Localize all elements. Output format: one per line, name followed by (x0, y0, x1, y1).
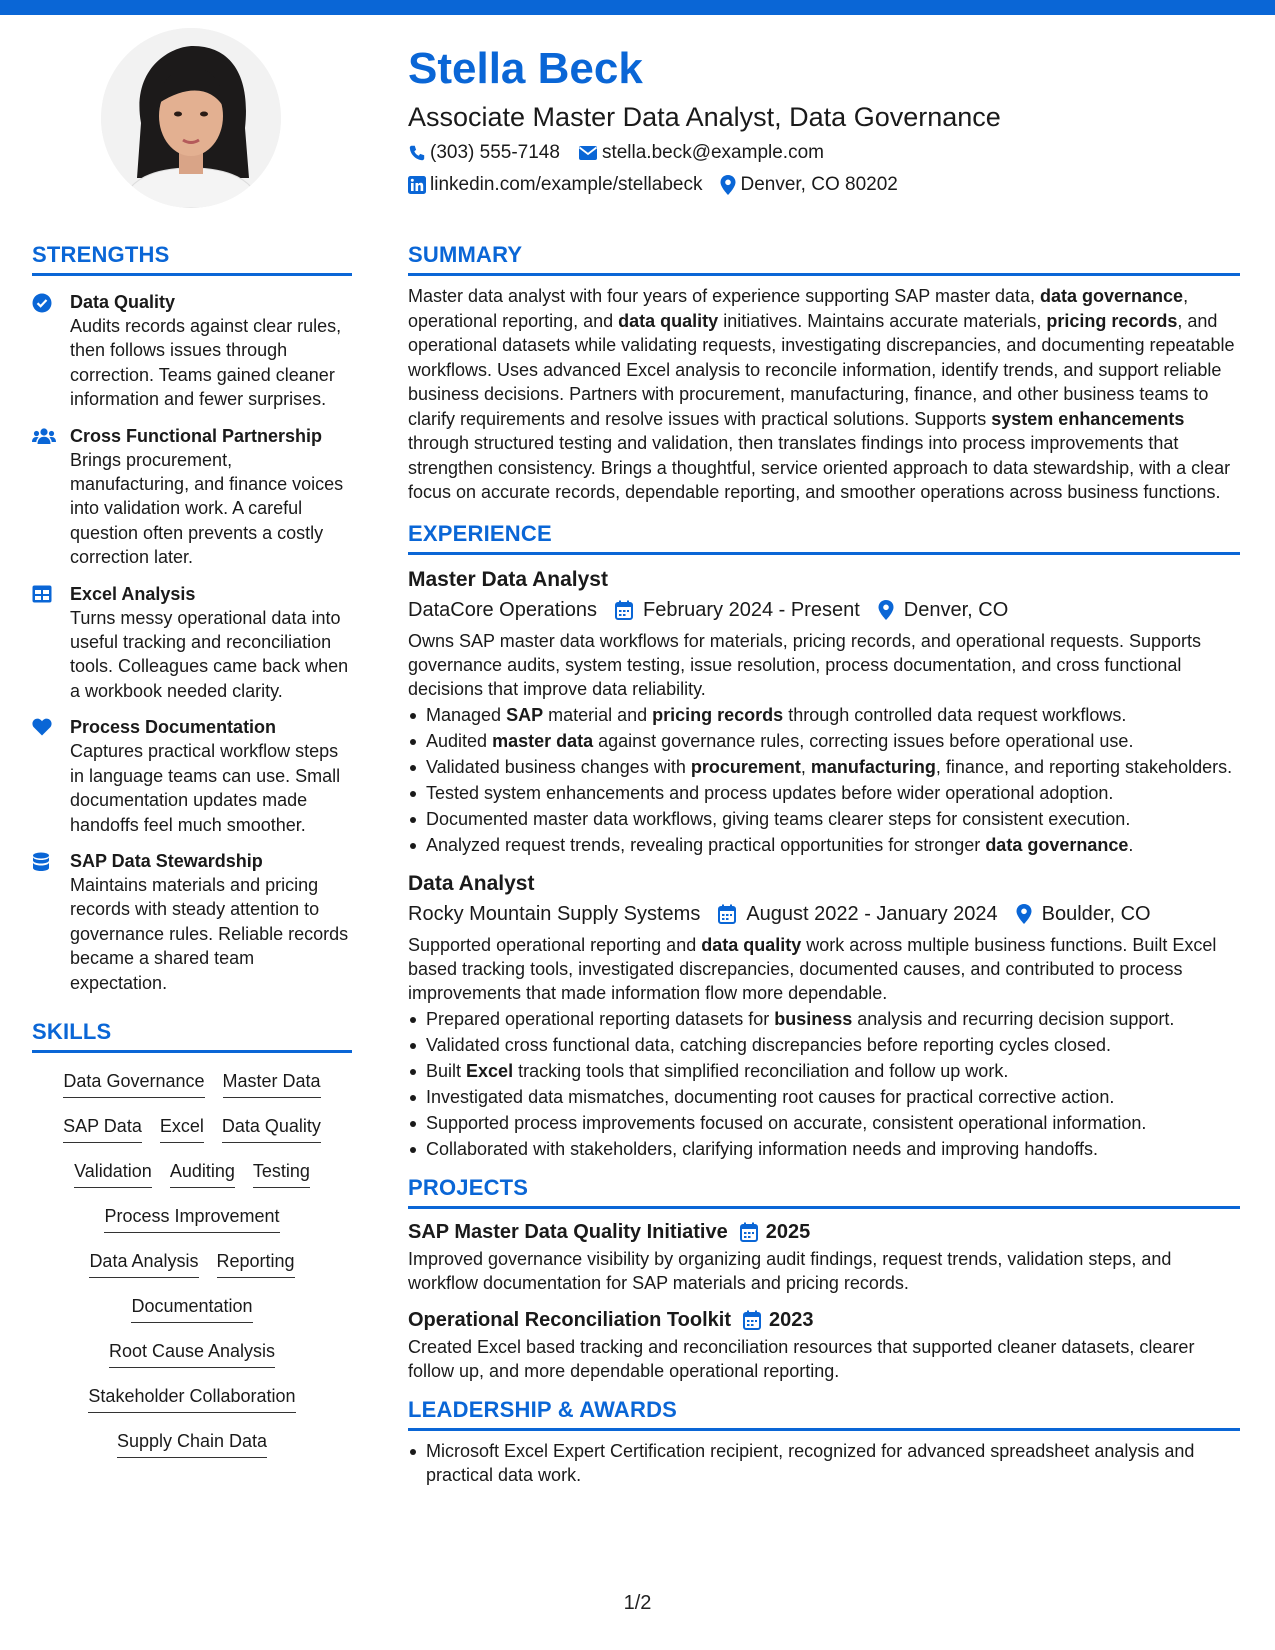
database-icon (32, 852, 50, 872)
profile-photo (101, 28, 281, 208)
job-description: Supported operational reporting and data quality work across multiple business functions. Built Excel based tracking tools, investigated discrepancies, documented causes, and contributed to process improvements that made information flow more dependable. (408, 934, 1217, 1003)
job-dates: August 2022 - January 2024 (746, 902, 998, 925)
strength-item (32, 715, 352, 837)
skill-tag: Stakeholder Collaboration (88, 1384, 295, 1413)
envelope-icon (578, 145, 598, 161)
projects-heading: PROJECTS (408, 1173, 1240, 1209)
candidate-title: Associate Master Data Analyst, Data Governance (408, 102, 1001, 132)
skill-tag: Testing (253, 1159, 310, 1188)
skill-row (32, 1108, 352, 1153)
summary-heading: SUMMARY (408, 240, 1240, 276)
skill-row (32, 1243, 352, 1288)
bullet-item: Tested system enhancements and process updates before wider operational adoption. (408, 781, 1240, 805)
resume-header (408, 40, 1238, 200)
company-name: Rocky Mountain Supply Systems (408, 902, 701, 925)
skill-tag: Reporting (217, 1249, 295, 1278)
strength-title: Cross Functional Partnership (70, 425, 323, 446)
leadership-bullets (408, 1439, 1240, 1487)
candidate-name: Stella Beck (408, 44, 643, 93)
project-description: Created Excel based tracking and reconciliation resources that supported cleaner datasets, clearer follow up, and more dependable operational reporting. (408, 1336, 1195, 1381)
bullet-item: Audited master data against governance rules, correcting issues before operational use. (408, 729, 1240, 753)
skill-tag: Data Quality (222, 1114, 321, 1143)
job-bullets (408, 1007, 1240, 1161)
job-title: Master Data Analyst (408, 567, 608, 591)
bullet-item: Documented master data workflows, giving teams clearer steps for consistent execution. (408, 807, 1240, 831)
heart-icon (32, 718, 52, 736)
email-text: stella.beck@example.com (601, 142, 824, 163)
linkedin-contact[interactable] (408, 170, 702, 200)
strength-description: Maintains materials and pricing records with steady attention to governance rules. Reliable records became a shared team expectation. (70, 874, 349, 993)
skill-tag: SAP Data (63, 1114, 142, 1143)
skill-row (32, 1153, 352, 1198)
linkedin-icon (408, 176, 426, 194)
strength-title: Data Quality (70, 292, 176, 312)
strength-item (32, 290, 352, 412)
bullet-item: Supported process improvements focused on accurate, consistent operational information. (408, 1111, 1240, 1135)
project-description: Improved governance visibility by organizing audit findings, request trends, validation steps, and workflow documentation for SAP materials and pricing records. (408, 1248, 1172, 1293)
calendar-icon (743, 1310, 761, 1330)
bullet-item: Built Excel tracking tools that simplified reconciliation and follow up work. (408, 1059, 1240, 1083)
strength-description: Brings procurement, manufacturing, and finance voices into validation work. A careful question often prevents a costly correction later. (70, 449, 344, 568)
map-pin-icon (878, 600, 894, 620)
left-column (32, 240, 352, 1468)
skill-tag: Data Analysis (89, 1249, 198, 1278)
bullet-item: Collaborated with stakeholders, clarifying information needs and improving handoffs. (408, 1137, 1240, 1161)
company-name: DataCore Operations (408, 598, 597, 621)
project-title: SAP Master Data Quality Initiative (408, 1220, 728, 1243)
bullet-item: Analyzed request trends, revealing practical opportunities for stronger data governance. (408, 833, 1240, 857)
skill-row (32, 1198, 352, 1243)
bullet-item: Validated business changes with procurement, manufacturing, finance, and reporting stakeholders. (408, 755, 1240, 779)
skill-tag: Master Data (223, 1069, 321, 1098)
bullet-item: Investigated data mismatches, documenting root causes for practical corrective action. (408, 1085, 1240, 1109)
job-bullets (408, 703, 1240, 857)
skill-row (32, 1423, 352, 1468)
linkedin-text: linkedin.com/example/stellabeck (430, 174, 703, 195)
strength-title: SAP Data Stewardship (70, 850, 263, 871)
skill-tag: Excel (160, 1114, 204, 1143)
map-pin-icon (720, 175, 736, 195)
strength-description: Turns messy operational data into useful tracking and reconciliation tools. Colleagues came back when a workbook needed clarity. (70, 607, 349, 701)
strengths-heading: STRENGTHS (32, 240, 352, 276)
job-location: Denver, CO (903, 598, 1009, 621)
phone-icon (408, 144, 426, 162)
skill-tag: Root Cause Analysis (109, 1339, 275, 1368)
summary-text: Master data analyst with four years of experience supporting SAP master data, data governance, operational reporting, and data quality initiatives. Maintains accurate materials, pricing records, and operational datasets while validating requests, investigating discrepancies, and documenting repeatable workflows. Uses advanced Excel analysis to reconcile information, identify trends, and support reliable business decisions. Partners with procurement, manufacturing, finance, and other business teams to clarify requirements and resolve issues with practical solutions. Supports system enhancements through structured testing and validation, then translates findings into process improvements that strengthen consistency. Brings a thoughtful, service oriented approach to data stewardship, with a clear focus on accurate records, dependable reporting, and smoother operations across business functions. (408, 286, 1235, 502)
calendar-icon (718, 904, 736, 924)
phone-contact[interactable] (408, 138, 560, 168)
strength-item (32, 582, 352, 704)
skill-tag: Supply Chain Data (117, 1429, 267, 1458)
strength-description: Audits records against clear rules, then follows issues through correction. Teams gained cleaner information and fewer surprises. (70, 316, 342, 410)
skills-list (32, 1063, 352, 1468)
skill-tag: Validation (74, 1159, 152, 1188)
bullet-item: Managed SAP material and pricing records through controlled data request workflows. (408, 703, 1240, 727)
skills-heading: SKILLS (32, 1017, 352, 1053)
phone-text: (303) 555-7148 (430, 142, 560, 163)
job-entry (408, 565, 1240, 857)
strength-item (32, 424, 352, 570)
strength-description: Captures practical workflow steps in language teams can use. Small documentation updates made handoffs feel much smoother. (70, 741, 341, 835)
leadership-heading: LEADERSHIP & AWARDS (408, 1395, 1240, 1431)
check-circle-icon (32, 293, 52, 313)
skill-tag: Process Improvement (104, 1204, 279, 1233)
project-year: 2023 (769, 1308, 814, 1331)
location-text: Denver, CO 80202 (740, 174, 898, 195)
job-location: Boulder, CO (1041, 902, 1151, 925)
project-entry (408, 1305, 1240, 1383)
job-entry (408, 869, 1240, 1161)
users-icon (32, 427, 56, 445)
project-year: 2025 (765, 1220, 811, 1243)
strength-title: Excel Analysis (70, 583, 196, 604)
bullet-item: Validated cross functional data, catching discrepancies before reporting cycles closed. (408, 1033, 1240, 1057)
experience-heading: EXPERIENCE (408, 519, 1240, 555)
calendar-icon (740, 1222, 758, 1242)
skill-tag: Auditing (170, 1159, 235, 1188)
skill-row (32, 1063, 352, 1108)
page-number: 1/2 (623, 1592, 652, 1614)
skill-row (32, 1288, 352, 1333)
skill-tag: Data Governance (63, 1069, 204, 1098)
email-contact[interactable] (578, 138, 824, 168)
job-title: Data Analyst (408, 871, 535, 895)
top-accent-bar (0, 0, 1275, 15)
bullet-item: Microsoft Excel Expert Certification recipient, recognized for advanced spreadsheet analysis and practical data work. (408, 1439, 1240, 1487)
skill-row (32, 1333, 352, 1378)
right-column (408, 240, 1240, 1489)
bullet-item: Prepared operational reporting datasets for business analysis and recurring decision support. (408, 1007, 1240, 1031)
project-entry (408, 1217, 1240, 1295)
job-description: Owns SAP master data workflows for materials, pricing records, and operational requests. Supports governance audits, system testing, issue resolution, process documentation, and cross functional decisions that improve data reliability. (408, 630, 1202, 699)
job-dates: February 2024 - Present (642, 598, 860, 621)
table-icon (32, 585, 52, 603)
calendar-icon (615, 600, 633, 620)
strength-title: Process Documentation (70, 717, 277, 738)
map-pin-icon (1016, 904, 1032, 924)
strength-item (32, 849, 352, 995)
skill-row (32, 1378, 352, 1423)
project-title: Operational Reconciliation Toolkit (408, 1308, 731, 1331)
location-contact (720, 170, 897, 200)
skill-tag: Documentation (131, 1294, 252, 1323)
